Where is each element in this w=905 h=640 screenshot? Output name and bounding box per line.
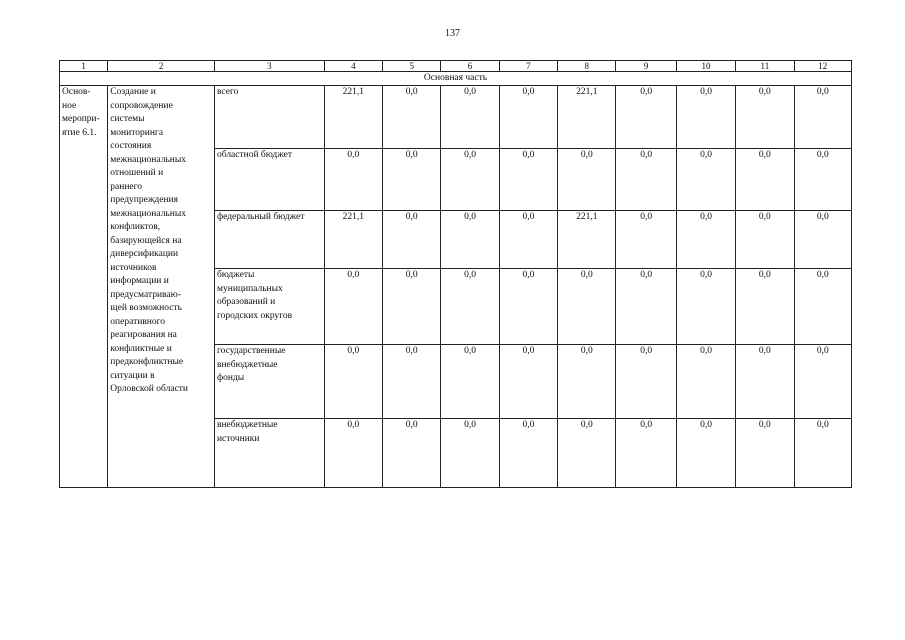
- amount-cell: 0,0: [616, 269, 676, 345]
- amount-cell: 0,0: [736, 211, 794, 269]
- column-header: 6: [441, 61, 499, 72]
- amount-cell: 0,0: [499, 345, 557, 419]
- amount-cell: 0,0: [499, 86, 557, 149]
- amount-cell: 0,0: [676, 211, 735, 269]
- funding-source: федеральный бюджет: [214, 211, 324, 269]
- amount-cell: 0,0: [558, 149, 616, 211]
- amount-cell: 0,0: [499, 269, 557, 345]
- amount-cell: 0,0: [383, 211, 441, 269]
- amount-cell: 0,0: [383, 419, 441, 488]
- amount-cell: 0,0: [499, 211, 557, 269]
- funding-source: внебюджетные источники: [214, 419, 324, 488]
- amount-cell: 0,0: [558, 269, 616, 345]
- column-header: 10: [676, 61, 735, 72]
- amount-cell: 0,0: [736, 269, 794, 345]
- amount-cell: 0,0: [441, 269, 499, 345]
- amount-cell: 0,0: [616, 345, 676, 419]
- activity-code: Основ- ное меропри- ятие 6.1.: [60, 86, 108, 488]
- amount-cell: 0,0: [558, 419, 616, 488]
- amount-cell: 0,0: [794, 86, 851, 149]
- amount-cell: 0,0: [676, 345, 735, 419]
- amount-cell: 0,0: [324, 345, 382, 419]
- amount-cell: 0,0: [736, 86, 794, 149]
- amount-cell: 0,0: [794, 419, 851, 488]
- amount-cell: 0,0: [676, 269, 735, 345]
- amount-cell: 221,1: [558, 86, 616, 149]
- header-row: [60, 61, 852, 72]
- amount-cell: 0,0: [794, 211, 851, 269]
- amount-cell: 0,0: [441, 211, 499, 269]
- amount-cell: 221,1: [324, 86, 382, 149]
- amount-cell: 0,0: [616, 149, 676, 211]
- column-header: 11: [736, 61, 794, 72]
- section-title: Основная часть: [60, 72, 852, 86]
- amount-cell: 0,0: [676, 86, 735, 149]
- amount-cell: 0,0: [736, 345, 794, 419]
- column-header: 3: [214, 61, 324, 72]
- column-header: 2: [108, 61, 215, 72]
- amount-cell: 0,0: [441, 345, 499, 419]
- amount-cell: 0,0: [324, 419, 382, 488]
- amount-cell: 0,0: [736, 149, 794, 211]
- amount-cell: 0,0: [324, 149, 382, 211]
- amount-cell: 0,0: [616, 86, 676, 149]
- column-header: 5: [383, 61, 441, 72]
- amount-cell: 0,0: [616, 419, 676, 488]
- amount-cell: 0,0: [794, 345, 851, 419]
- amount-cell: 0,0: [383, 86, 441, 149]
- page-number: 137: [445, 28, 460, 39]
- amount-cell: 0,0: [441, 419, 499, 488]
- amount-cell: 0,0: [383, 149, 441, 211]
- table-row: [60, 86, 852, 149]
- activity-name: Создание и сопровождение системы мониторинга состояния межнациональных отношений и раннего предупреждения межнациональных конфликтов, базирующейся на диверсификации источников информации и предусматриваю- щей возможность оперативного реагирования на конфликтные и предконфликтные ситуации в Орловской области: [108, 86, 215, 488]
- amount-cell: 0,0: [794, 149, 851, 211]
- amount-cell: 0,0: [794, 269, 851, 345]
- amount-cell: 0,0: [441, 149, 499, 211]
- funding-source: государственные внебюджетные фонды: [214, 345, 324, 419]
- column-header: 12: [794, 61, 851, 72]
- column-header: 7: [499, 61, 557, 72]
- amount-cell: 0,0: [558, 345, 616, 419]
- section-row: [60, 72, 852, 86]
- amount-cell: 0,0: [676, 149, 735, 211]
- column-header: 9: [616, 61, 676, 72]
- funding-source: всего: [214, 86, 324, 149]
- amount-cell: 0,0: [383, 269, 441, 345]
- column-header: 1: [60, 61, 108, 72]
- amount-cell: 0,0: [736, 419, 794, 488]
- amount-cell: 0,0: [499, 149, 557, 211]
- amount-cell: 0,0: [676, 419, 735, 488]
- amount-cell: 221,1: [324, 211, 382, 269]
- funding-source: бюджеты муниципальных образований и городских округов: [214, 269, 324, 345]
- amount-cell: 0,0: [499, 419, 557, 488]
- column-header: 8: [558, 61, 616, 72]
- amount-cell: 0,0: [324, 269, 382, 345]
- amount-cell: 0,0: [441, 86, 499, 149]
- funding-table: [59, 60, 852, 488]
- amount-cell: 221,1: [558, 211, 616, 269]
- amount-cell: 0,0: [616, 211, 676, 269]
- column-header: 4: [324, 61, 382, 72]
- amount-cell: 0,0: [383, 345, 441, 419]
- funding-source: областной бюджет: [214, 149, 324, 211]
